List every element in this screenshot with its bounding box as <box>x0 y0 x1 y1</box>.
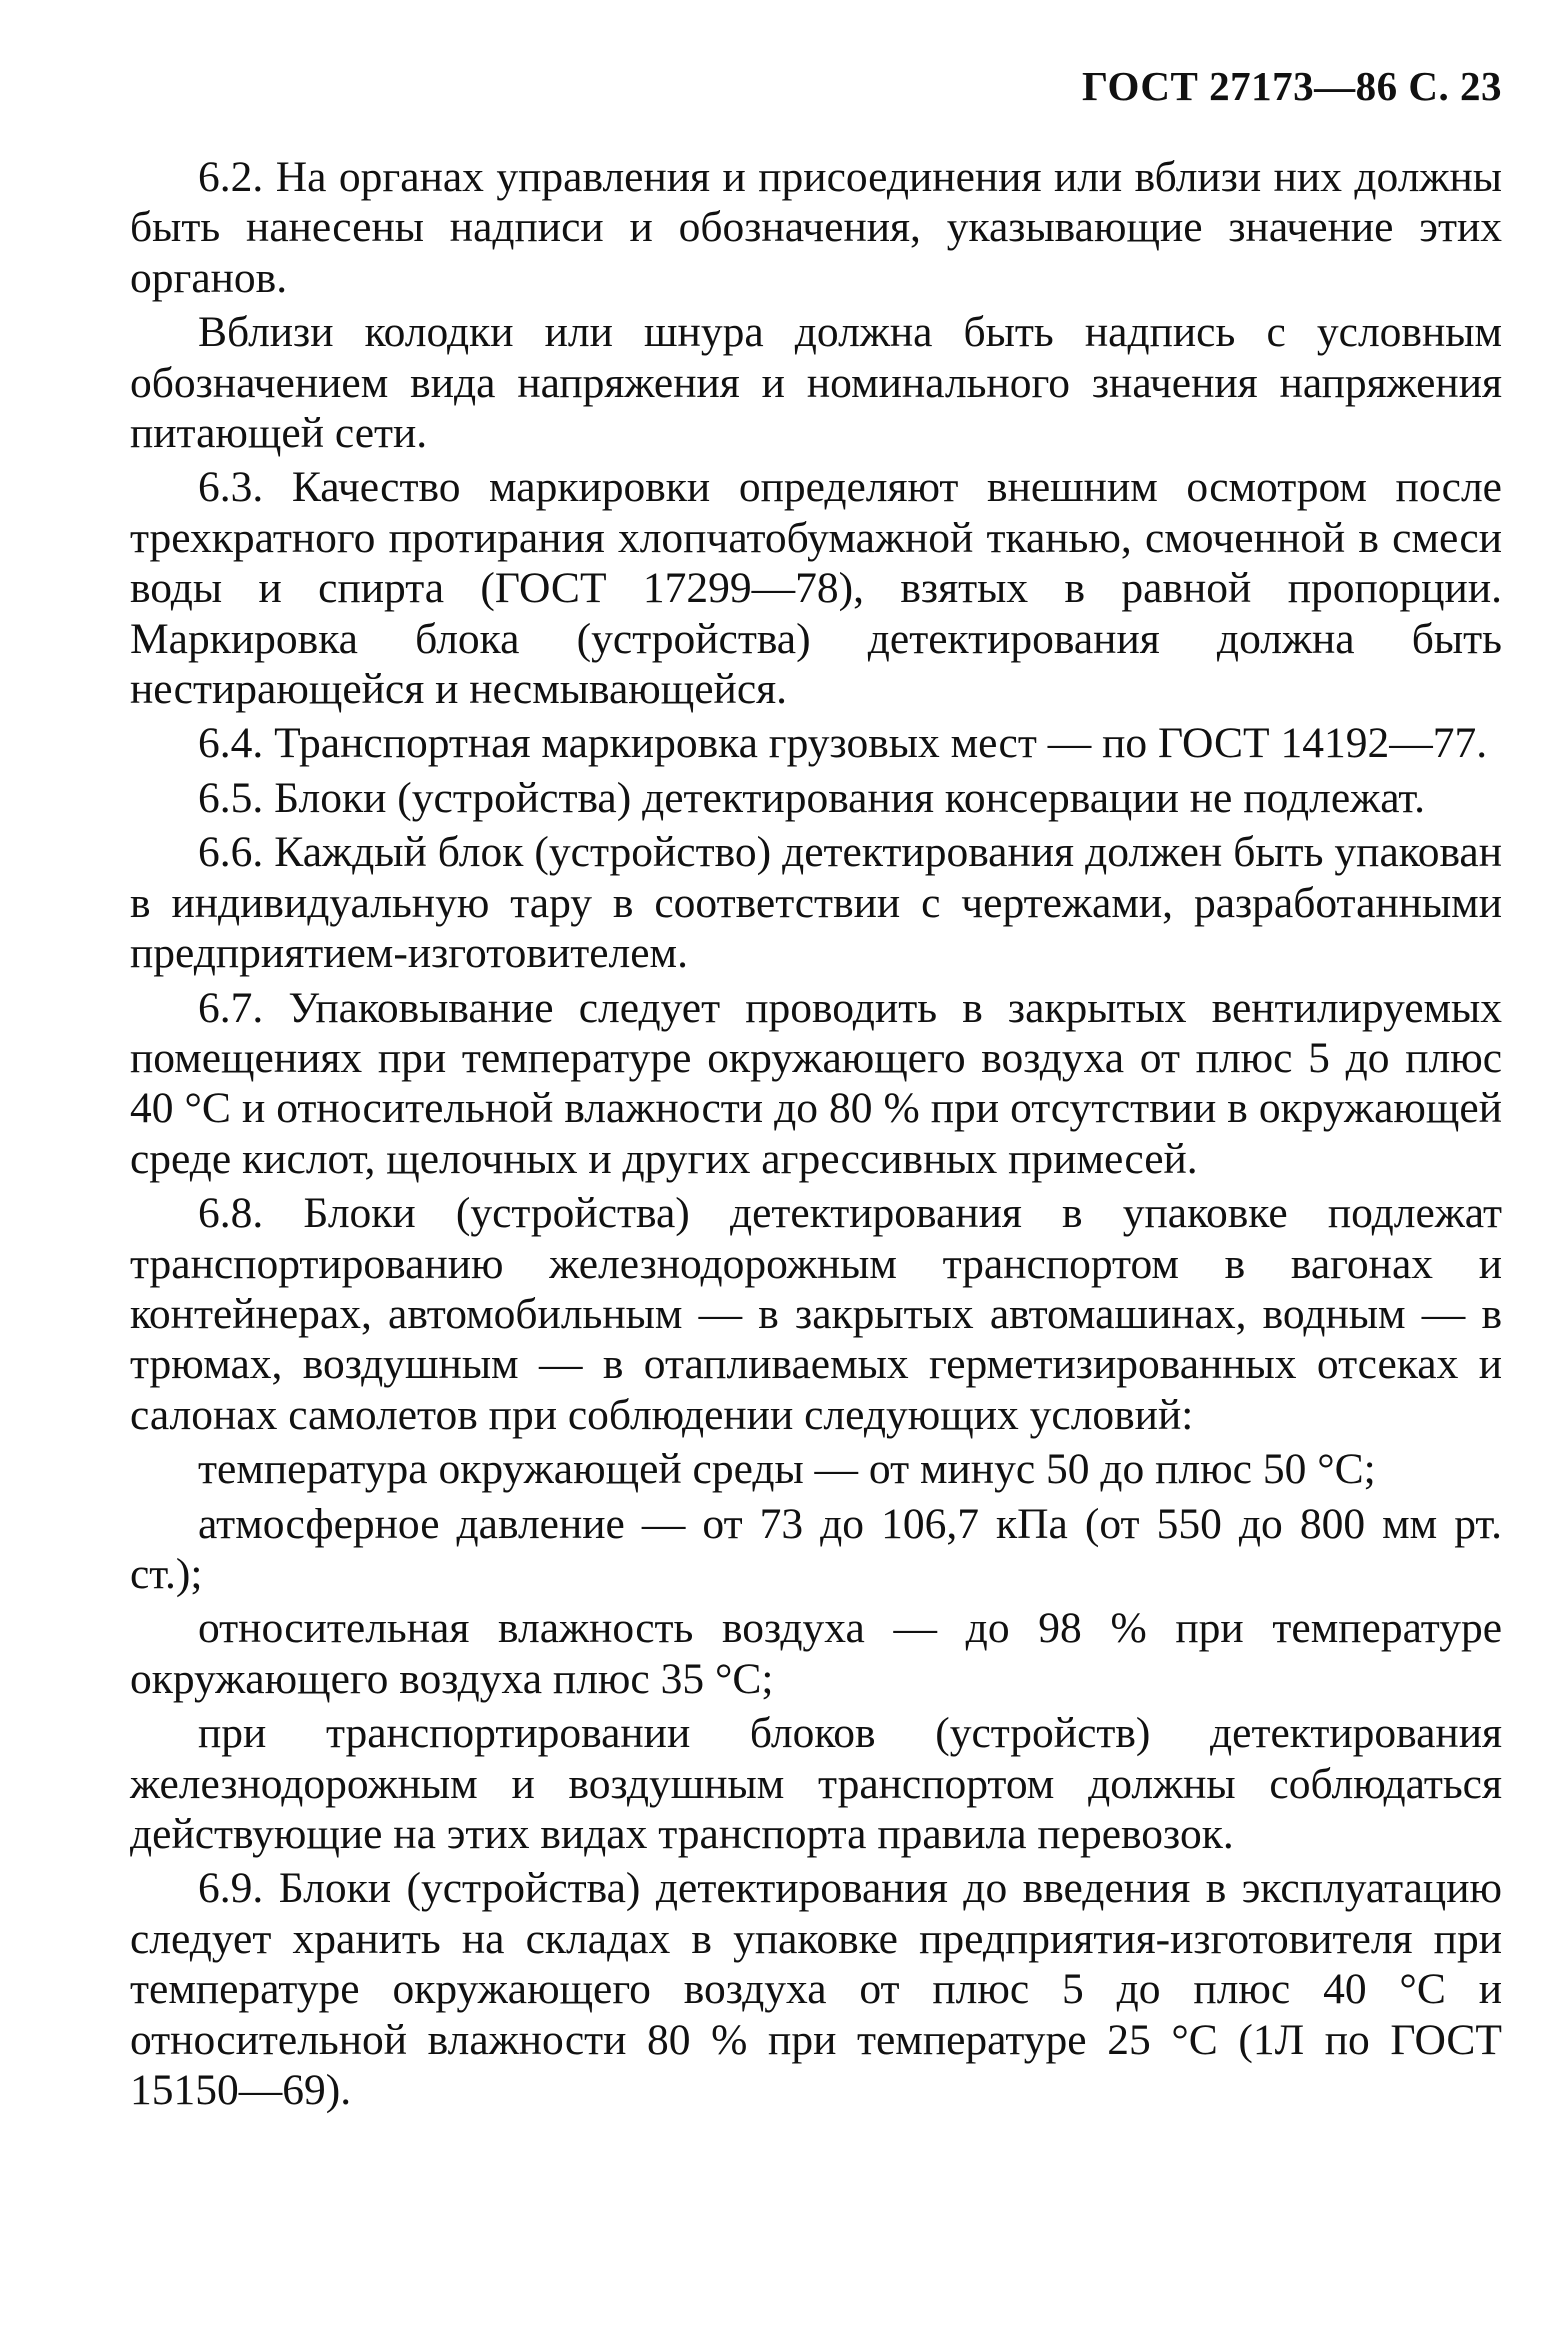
page-header: ГОСТ 27173—86 С. 23 <box>1081 63 1502 109</box>
condition-pressure: атмосферное давление — от 73 до 106,7 кПа (от 550 до 800 мм рт. ст.); <box>130 1499 1502 1598</box>
paragraph-6-5: 6.5. Блоки (устройства) детектирования консервации не подлежат. <box>198 773 1425 822</box>
condition-temperature: температура окружающей среды — от минус 50 до плюс 50 °С; <box>198 1445 1376 1494</box>
document-page <box>130 0 1502 2330</box>
paragraph-6-2: 6.2. На органах управления и присоединения или вблизи них должны быть нанесены надписи и обозначения, указывающие значение этих органов. <box>130 153 1502 302</box>
paragraph-6-7: 6.7. Упаковывание следует проводить в закрытых вентилируемых помещениях при температуре окружающего воздуха от плюс 5 до плюс 40 °С и относительной влажности до 80 % при отсутствии в окружающей среде кислот, щелочных и других агрессивных примесей. <box>130 983 1502 1183</box>
paragraph-6-8: 6.8. Блоки (устройства) детектирования в упаковке подлежат транспортированию железнодорожным транспортом в вагонах и контейнерах, автомобильным — в закрытых автомашинах, водным — в трюмах, воздушным — в отапливаемых герметизированных отсеках и салонах самолетов при соблюдении следующих условий: <box>130 1189 1502 1439</box>
paragraph-6-9: 6.9. Блоки (устройства) детектирования до введения в эксплуатацию следует хранить на складах в упаковке предприятия-изготовителя при температуре окружающего воздуха от плюс 5 до плюс 40 °С и относительной влажности 80 % при температуре 25 °С (1Л по ГОСТ 15150—69). <box>130 1864 1502 2115</box>
paragraph-6-4: 6.4. Транспортная маркировка грузовых мест — по ГОСТ 14192—77. <box>198 719 1488 768</box>
paragraph-6-2-note: Вблизи колодки или шнура должна быть надпись с условным обозначением вида напряжения и номинального значения напряжения питающей сети. <box>130 308 1502 458</box>
condition-humidity: относительная влажность воздуха — до 98 % при температуре окружающего воздуха плюс 35 °С; <box>130 1604 1502 1703</box>
condition-transport-rules: при транспортировании блоков (устройств) детектирования железнодорожным и воздушным транспортом должны соблюдаться действующие на этих видах транспорта правила перевозок. <box>130 1709 1502 1858</box>
paragraph-6-6: 6.6. Каждый блок (устройство) детектирования должен быть упакован в индивидуальную тару в соответствии с чертежами, разработанными предприятием-изготовителем. <box>130 828 1502 978</box>
paragraph-6-3: 6.3. Качество маркировки определяют внешним осмотром после трехкратного протирания хлопчатобумажной тканью, смоченной в смеси воды и спирта (ГОСТ 17299—78), взятых в равной пропорции. Маркировка блока (устройства) детектирования должна быть нестирающейся и несмывающейся. <box>130 463 1502 714</box>
document-body <box>130 152 1502 2119</box>
